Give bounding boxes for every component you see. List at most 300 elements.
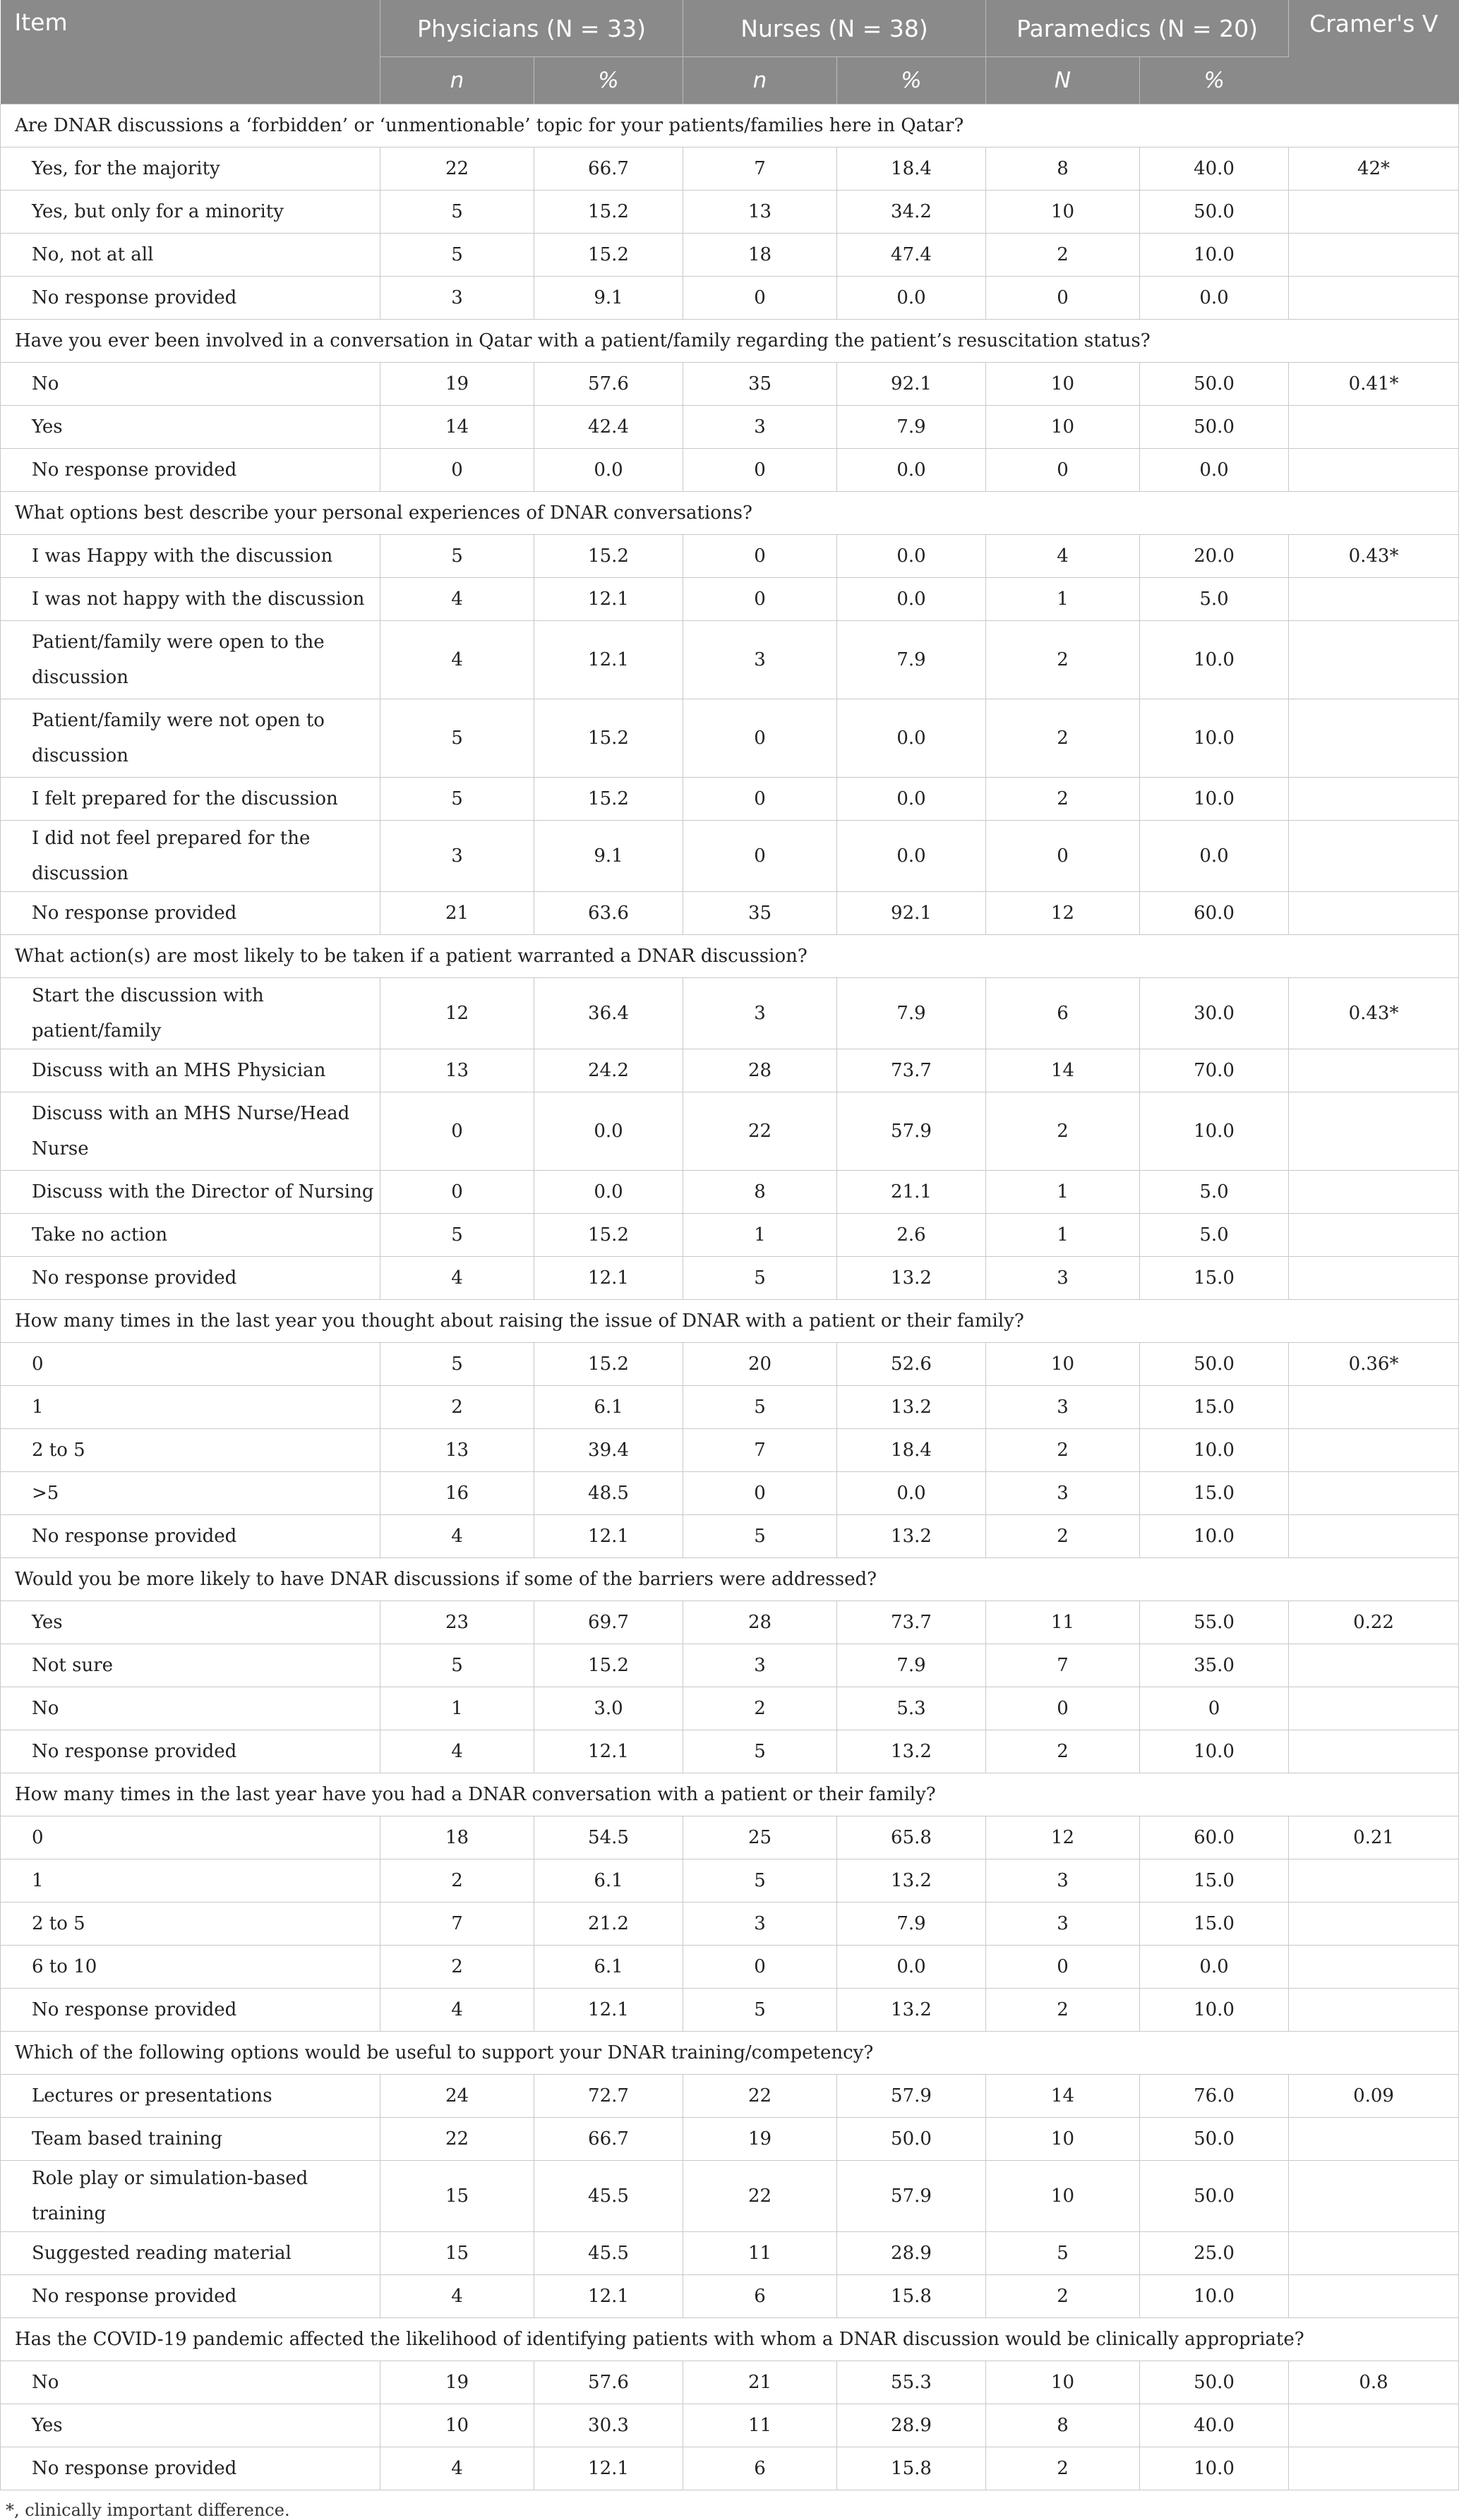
paramedics-n-cell: 2 (986, 1989, 1140, 2032)
question-text: Has the COVID-19 pandemic affected the likelihood of identifying patients with whom a DNAR discussion would be clinically appropriate? (1, 2318, 1459, 2361)
physicians-percent-cell: 42.4 (534, 406, 683, 449)
cramers-v-cell (1289, 1092, 1459, 1171)
table-row (1, 234, 1459, 277)
paramedics-n-cell: 10 (986, 363, 1140, 406)
physicians-percent-cell: 3.0 (534, 1687, 683, 1730)
physicians-n-cell: 0 (380, 1171, 534, 1214)
row-label: >5 (1, 1472, 380, 1515)
cramers-v-cell (1289, 406, 1459, 449)
table-row (1, 1171, 1459, 1214)
nurses-n-cell: 19 (683, 2118, 837, 2161)
row-label: No (1, 1687, 380, 1730)
row-label: No (1, 363, 380, 406)
paramedics-n-cell: 2 (986, 1515, 1140, 1558)
physicians-percent-cell: 66.7 (534, 2118, 683, 2161)
table-row (1, 1429, 1459, 1472)
physicians-n-cell: 13 (380, 1429, 534, 1472)
nurses-n-cell: 0 (683, 277, 837, 320)
table-row (1, 2118, 1459, 2161)
paramedics-percent-cell: 20.0 (1140, 535, 1289, 578)
row-label: 2 to 5 (1, 1429, 380, 1472)
nurses-n-cell: 3 (683, 406, 837, 449)
cramers-v-cell: 0.43* (1289, 535, 1459, 578)
paramedics-percent-cell: 10.0 (1140, 1429, 1289, 1472)
cramers-v-cell (1289, 1386, 1459, 1429)
paramedics-percent-cell: 15.0 (1140, 1257, 1289, 1300)
paramedics-percent-cell: 0.0 (1140, 1946, 1289, 1989)
cramers-v-cell (1289, 1644, 1459, 1687)
nurses-percent-cell: 2.6 (837, 1214, 986, 1257)
paramedics-percent-cell: 50.0 (1140, 2161, 1289, 2232)
paramedics-percent-cell: 50.0 (1140, 406, 1289, 449)
row-label: 1 (1, 1859, 380, 1903)
header-cramers-v: Cramer's V (1289, 0, 1459, 104)
paramedics-n-cell: 3 (986, 1903, 1140, 1946)
row-label: Patient/family were not open to discussion (1, 699, 380, 778)
physicians-n-cell: 4 (380, 1730, 534, 1773)
nurses-percent-cell: 55.3 (837, 2361, 986, 2404)
row-label: 0 (1, 1343, 380, 1386)
physicians-n-cell: 13 (380, 1049, 534, 1092)
physicians-n-cell: 7 (380, 1903, 534, 1946)
nurses-percent-cell: 0.0 (837, 1946, 986, 1989)
physicians-n-cell: 22 (380, 2118, 534, 2161)
physicians-n-cell: 5 (380, 191, 534, 234)
cramers-v-cell (1289, 234, 1459, 277)
row-label: Yes (1, 406, 380, 449)
cramers-v-cell: 0.43* (1289, 978, 1459, 1049)
table-row (1, 1730, 1459, 1773)
physicians-n-cell: 5 (380, 1644, 534, 1687)
physicians-percent-cell: 15.2 (534, 191, 683, 234)
row-label: No response provided (1, 2447, 380, 2490)
paramedics-n-cell: 14 (986, 1049, 1140, 1092)
paramedics-n-cell: 2 (986, 2275, 1140, 2318)
paramedics-percent-cell: 40.0 (1140, 147, 1289, 191)
paramedics-n-cell: 10 (986, 406, 1140, 449)
physicians-percent-cell: 9.1 (534, 277, 683, 320)
table-row (1, 1214, 1459, 1257)
row-label: Team based training (1, 2118, 380, 2161)
physicians-percent-cell: 45.5 (534, 2232, 683, 2275)
physicians-n-cell: 12 (380, 978, 534, 1049)
physicians-n-cell: 19 (380, 363, 534, 406)
paramedics-percent-cell: 60.0 (1140, 892, 1289, 935)
physicians-percent-cell: 12.1 (534, 621, 683, 699)
physicians-percent-cell: 57.6 (534, 2361, 683, 2404)
nurses-percent-cell: 15.8 (837, 2275, 986, 2318)
nurses-n-cell: 25 (683, 1816, 837, 1859)
nurses-n-cell: 0 (683, 449, 837, 492)
cramers-v-cell (1289, 1859, 1459, 1903)
paramedics-n-cell: 2 (986, 2447, 1140, 2490)
nurses-percent-cell: 0.0 (837, 1472, 986, 1515)
physicians-n-cell: 24 (380, 2075, 534, 2118)
row-label: No response provided (1, 277, 380, 320)
table-row (1, 1687, 1459, 1730)
paramedics-n-cell: 0 (986, 277, 1140, 320)
header-item: Item (1, 0, 380, 104)
paramedics-n-cell: 3 (986, 1859, 1140, 1903)
nurses-n-cell: 5 (683, 1257, 837, 1300)
nurses-percent-cell: 7.9 (837, 1644, 986, 1687)
nurses-n-cell: 22 (683, 1092, 837, 1171)
paramedics-n-cell: 2 (986, 1429, 1140, 1472)
nurses-percent-cell: 73.7 (837, 1601, 986, 1644)
physicians-n-cell: 16 (380, 1472, 534, 1515)
physicians-percent-cell: 6.1 (534, 1946, 683, 1989)
cramers-v-cell: 0.21 (1289, 1816, 1459, 1859)
paramedics-percent-cell: 35.0 (1140, 1644, 1289, 1687)
paramedics-n-cell: 0 (986, 821, 1140, 892)
nurses-percent-cell: 18.4 (837, 147, 986, 191)
cramers-v-cell (1289, 2447, 1459, 2490)
paramedics-n-cell: 12 (986, 892, 1140, 935)
cramers-v-cell (1289, 449, 1459, 492)
question-row (1, 104, 1459, 147)
nurses-percent-cell: 13.2 (837, 1859, 986, 1903)
nurses-n-cell: 2 (683, 1687, 837, 1730)
nurses-percent-cell: 57.9 (837, 2075, 986, 2118)
nurses-percent-cell: 13.2 (837, 1257, 986, 1300)
paramedics-percent-cell: 10.0 (1140, 234, 1289, 277)
table-row (1, 1515, 1459, 1558)
nurses-percent-cell: 0.0 (837, 778, 986, 821)
question-text: Would you be more likely to have DNAR discussions if some of the barriers were addressed? (1, 1558, 1459, 1601)
physicians-n-cell: 23 (380, 1601, 534, 1644)
paramedics-percent-cell: 15.0 (1140, 1386, 1289, 1429)
nurses-percent-cell: 92.1 (837, 892, 986, 935)
paramedics-n-cell: 1 (986, 1171, 1140, 1214)
cramers-v-cell (1289, 578, 1459, 621)
physicians-n-cell: 5 (380, 1343, 534, 1386)
physicians-percent-cell: 0.0 (534, 1171, 683, 1214)
row-label: No response provided (1, 1257, 380, 1300)
physicians-percent-cell: 36.4 (534, 978, 683, 1049)
paramedics-n-cell: 10 (986, 191, 1140, 234)
row-label: Discuss with an MHS Nurse/Head Nurse (1, 1092, 380, 1171)
nurses-percent-cell: 0.0 (837, 277, 986, 320)
physicians-percent-cell: 12.1 (534, 1515, 683, 1558)
nurses-n-cell: 3 (683, 978, 837, 1049)
nurses-percent-cell: 5.3 (837, 1687, 986, 1730)
question-row (1, 1558, 1459, 1601)
paramedics-percent-cell: 55.0 (1140, 1601, 1289, 1644)
nurses-n-cell: 3 (683, 1644, 837, 1687)
question-row (1, 492, 1459, 535)
physicians-n-cell: 0 (380, 449, 534, 492)
cramers-v-cell (1289, 1472, 1459, 1515)
row-label: No response provided (1, 1730, 380, 1773)
question-row (1, 935, 1459, 978)
paramedics-percent-cell: 10.0 (1140, 1515, 1289, 1558)
nurses-percent-cell: 0.0 (837, 578, 986, 621)
nurses-n-cell: 11 (683, 2232, 837, 2275)
nurses-percent-cell: 7.9 (837, 406, 986, 449)
cramers-v-cell (1289, 1515, 1459, 1558)
physicians-percent-cell: 15.2 (534, 1343, 683, 1386)
nurses-percent-cell: 13.2 (837, 1515, 986, 1558)
question-row (1, 1300, 1459, 1343)
paramedics-percent-cell: 15.0 (1140, 1472, 1289, 1515)
physicians-percent-cell: 45.5 (534, 2161, 683, 2232)
paramedics-n-cell: 8 (986, 2404, 1140, 2447)
paramedics-n-cell: 3 (986, 1386, 1140, 1429)
nurses-percent-cell: 50.0 (837, 2118, 986, 2161)
paramedics-percent-cell: 0.0 (1140, 821, 1289, 892)
nurses-n-cell: 0 (683, 821, 837, 892)
physicians-percent-cell: 21.2 (534, 1903, 683, 1946)
physicians-n-cell: 5 (380, 699, 534, 778)
nurses-n-cell: 6 (683, 2275, 837, 2318)
nurses-n-cell: 5 (683, 1515, 837, 1558)
cramers-v-cell (1289, 1257, 1459, 1300)
question-row (1, 2318, 1459, 2361)
nurses-percent-cell: 13.2 (837, 1989, 986, 2032)
physicians-percent-cell: 48.5 (534, 1472, 683, 1515)
cramers-v-cell (1289, 1730, 1459, 1773)
row-label: 6 to 10 (1, 1946, 380, 1989)
paramedics-n-cell: 10 (986, 1343, 1140, 1386)
cramers-v-cell (1289, 699, 1459, 778)
cramers-v-cell: 42* (1289, 147, 1459, 191)
physicians-percent-cell: 15.2 (534, 699, 683, 778)
table-row (1, 2232, 1459, 2275)
physicians-n-cell: 14 (380, 406, 534, 449)
row-label: No response provided (1, 449, 380, 492)
nurses-percent-cell: 7.9 (837, 621, 986, 699)
table-row (1, 578, 1459, 621)
paramedics-n-cell: 0 (986, 1946, 1140, 1989)
nurses-n-cell: 6 (683, 2447, 837, 2490)
nurses-n-cell: 5 (683, 1989, 837, 2032)
paramedics-percent-cell: 50.0 (1140, 2361, 1289, 2404)
header-nurses: Nurses (N = 38) (683, 0, 986, 57)
nurses-percent-cell: 28.9 (837, 2404, 986, 2447)
row-label: No response provided (1, 2275, 380, 2318)
paramedics-n-cell: 10 (986, 2118, 1140, 2161)
question-text: How many times in the last year you thought about raising the issue of DNAR with a patient or their family? (1, 1300, 1459, 1343)
nurses-n-cell: 7 (683, 147, 837, 191)
table-row (1, 892, 1459, 935)
nurses-n-cell: 1 (683, 1214, 837, 1257)
physicians-percent-cell: 63.6 (534, 892, 683, 935)
row-label: Discuss with the Director of Nursing (1, 1171, 380, 1214)
nurses-n-cell: 18 (683, 234, 837, 277)
paramedics-percent-cell: 15.0 (1140, 1859, 1289, 1903)
cramers-v-cell (1289, 2404, 1459, 2447)
physicians-n-cell: 4 (380, 1989, 534, 2032)
table-row (1, 449, 1459, 492)
nurses-percent-cell: 34.2 (837, 191, 986, 234)
nurses-percent-cell: 73.7 (837, 1049, 986, 1092)
nurses-percent-cell: 7.9 (837, 1903, 986, 1946)
paramedics-percent-cell: 25.0 (1140, 2232, 1289, 2275)
row-label: I was Happy with the discussion (1, 535, 380, 578)
physicians-percent-cell: 15.2 (534, 1214, 683, 1257)
row-label: 1 (1, 1386, 380, 1429)
nurses-percent-cell: 15.8 (837, 2447, 986, 2490)
paramedics-percent-cell: 70.0 (1140, 1049, 1289, 1092)
table-row (1, 1644, 1459, 1687)
paramedics-n-cell: 8 (986, 147, 1140, 191)
physicians-n-cell: 2 (380, 1859, 534, 1903)
row-label: No (1, 2361, 380, 2404)
physicians-percent-cell: 15.2 (534, 234, 683, 277)
paramedics-percent-cell: 30.0 (1140, 978, 1289, 1049)
row-label: Yes, but only for a minority (1, 191, 380, 234)
row-label: 2 to 5 (1, 1903, 380, 1946)
physicians-percent-cell: 0.0 (534, 449, 683, 492)
nurses-n-cell: 21 (683, 2361, 837, 2404)
cramers-v-cell: 0.22 (1289, 1601, 1459, 1644)
paramedics-percent-cell: 5.0 (1140, 1171, 1289, 1214)
nurses-n-cell: 0 (683, 699, 837, 778)
physicians-percent-cell: 12.1 (534, 2447, 683, 2490)
physicians-n-cell: 2 (380, 1386, 534, 1429)
paramedics-percent-cell: 50.0 (1140, 1343, 1289, 1386)
cramers-v-cell: 0.8 (1289, 2361, 1459, 2404)
paramedics-percent-cell: 0 (1140, 1687, 1289, 1730)
paramedics-percent-cell: 15.0 (1140, 1903, 1289, 1946)
paramedics-percent-cell: 0.0 (1140, 277, 1289, 320)
table-row (1, 621, 1459, 699)
physicians-n-cell: 3 (380, 821, 534, 892)
physicians-percent-cell: 15.2 (534, 535, 683, 578)
nurses-n-cell: 0 (683, 1946, 837, 1989)
physicians-n-cell: 19 (380, 2361, 534, 2404)
nurses-n-cell: 0 (683, 1472, 837, 1515)
paramedics-n-cell: 2 (986, 234, 1140, 277)
paramedics-percent-cell: 50.0 (1140, 363, 1289, 406)
row-label: I was not happy with the discussion (1, 578, 380, 621)
paramedics-n-cell: 1 (986, 1214, 1140, 1257)
question-row (1, 1773, 1459, 1816)
physicians-n-cell: 22 (380, 147, 534, 191)
physicians-n-cell: 5 (380, 1214, 534, 1257)
physicians-percent-cell: 6.1 (534, 1386, 683, 1429)
subheader-percent: % (1140, 57, 1289, 104)
nurses-n-cell: 35 (683, 363, 837, 406)
nurses-n-cell: 35 (683, 892, 837, 935)
physicians-n-cell: 3 (380, 277, 534, 320)
cramers-v-cell (1289, 2232, 1459, 2275)
nurses-percent-cell: 0.0 (837, 535, 986, 578)
paramedics-n-cell: 2 (986, 778, 1140, 821)
question-text: What action(s) are most likely to be taken if a patient warranted a DNAR discussion? (1, 935, 1459, 978)
cramers-v-cell (1289, 277, 1459, 320)
table-row (1, 2075, 1459, 2118)
physicians-percent-cell: 12.1 (534, 2275, 683, 2318)
nurses-n-cell: 11 (683, 2404, 837, 2447)
subheader-n: N (986, 57, 1140, 104)
paramedics-n-cell: 2 (986, 699, 1140, 778)
table-row (1, 1903, 1459, 1946)
nurses-n-cell: 7 (683, 1429, 837, 1472)
physicians-percent-cell: 12.1 (534, 578, 683, 621)
physicians-percent-cell: 6.1 (534, 1859, 683, 1903)
physicians-n-cell: 10 (380, 2404, 534, 2447)
cramers-v-cell (1289, 1989, 1459, 2032)
nurses-n-cell: 5 (683, 1386, 837, 1429)
row-label: Yes (1, 2404, 380, 2447)
physicians-n-cell: 5 (380, 535, 534, 578)
cramers-v-cell (1289, 1214, 1459, 1257)
paramedics-percent-cell: 10.0 (1140, 621, 1289, 699)
paramedics-n-cell: 1 (986, 578, 1140, 621)
paramedics-n-cell: 2 (986, 1092, 1140, 1171)
nurses-n-cell: 28 (683, 1601, 837, 1644)
header-physicians: Physicians (N = 33) (380, 0, 683, 57)
physicians-n-cell: 21 (380, 892, 534, 935)
paramedics-n-cell: 12 (986, 1816, 1140, 1859)
nurses-percent-cell: 7.9 (837, 978, 986, 1049)
subheader-percent: % (534, 57, 683, 104)
cramers-v-cell (1289, 1903, 1459, 1946)
physicians-percent-cell: 12.1 (534, 1730, 683, 1773)
paramedics-percent-cell: 10.0 (1140, 1092, 1289, 1171)
cramers-v-cell (1289, 2161, 1459, 2232)
physicians-percent-cell: 0.0 (534, 1092, 683, 1171)
paramedics-n-cell: 14 (986, 2075, 1140, 2118)
physicians-percent-cell: 30.3 (534, 2404, 683, 2447)
table-row (1, 1859, 1459, 1903)
table-row (1, 1049, 1459, 1092)
paramedics-percent-cell: 10.0 (1140, 778, 1289, 821)
paramedics-percent-cell: 0.0 (1140, 449, 1289, 492)
table-row (1, 406, 1459, 449)
cramers-v-cell (1289, 1429, 1459, 1472)
paramedics-percent-cell: 76.0 (1140, 2075, 1289, 2118)
nurses-percent-cell: 57.9 (837, 2161, 986, 2232)
subheader-percent: % (837, 57, 986, 104)
physicians-percent-cell: 72.7 (534, 2075, 683, 2118)
nurses-n-cell: 3 (683, 1903, 837, 1946)
cramers-v-cell (1289, 2118, 1459, 2161)
paramedics-percent-cell: 60.0 (1140, 1816, 1289, 1859)
physicians-n-cell: 4 (380, 2275, 534, 2318)
table-header (1, 0, 1459, 104)
physicians-percent-cell: 9.1 (534, 821, 683, 892)
cramers-v-cell: 0.41* (1289, 363, 1459, 406)
cramers-v-cell: 0.09 (1289, 2075, 1459, 2118)
paramedics-percent-cell: 10.0 (1140, 1989, 1289, 2032)
subheader-n: n (380, 57, 534, 104)
question-text: Are DNAR discussions a ‘forbidden’ or ‘unmentionable’ topic for your patients/families here in Qatar? (1, 104, 1459, 147)
cramers-v-cell (1289, 778, 1459, 821)
physicians-n-cell: 2 (380, 1946, 534, 1989)
nurses-percent-cell: 52.6 (837, 1343, 986, 1386)
cramers-v-cell (1289, 1687, 1459, 1730)
nurses-n-cell: 13 (683, 191, 837, 234)
table-row (1, 1092, 1459, 1171)
physicians-n-cell: 18 (380, 1816, 534, 1859)
paramedics-n-cell: 10 (986, 2361, 1140, 2404)
question-row (1, 2032, 1459, 2075)
nurses-percent-cell: 65.8 (837, 1816, 986, 1859)
physicians-percent-cell: 54.5 (534, 1816, 683, 1859)
paramedics-n-cell: 10 (986, 2161, 1140, 2232)
table-row (1, 1472, 1459, 1515)
nurses-n-cell: 20 (683, 1343, 837, 1386)
header-paramedics: Paramedics (N = 20) (986, 0, 1289, 57)
table-row (1, 1989, 1459, 2032)
nurses-n-cell: 0 (683, 535, 837, 578)
nurses-n-cell: 22 (683, 2161, 837, 2232)
row-label: 0 (1, 1816, 380, 1859)
cramers-v-cell (1289, 191, 1459, 234)
nurses-n-cell: 0 (683, 778, 837, 821)
